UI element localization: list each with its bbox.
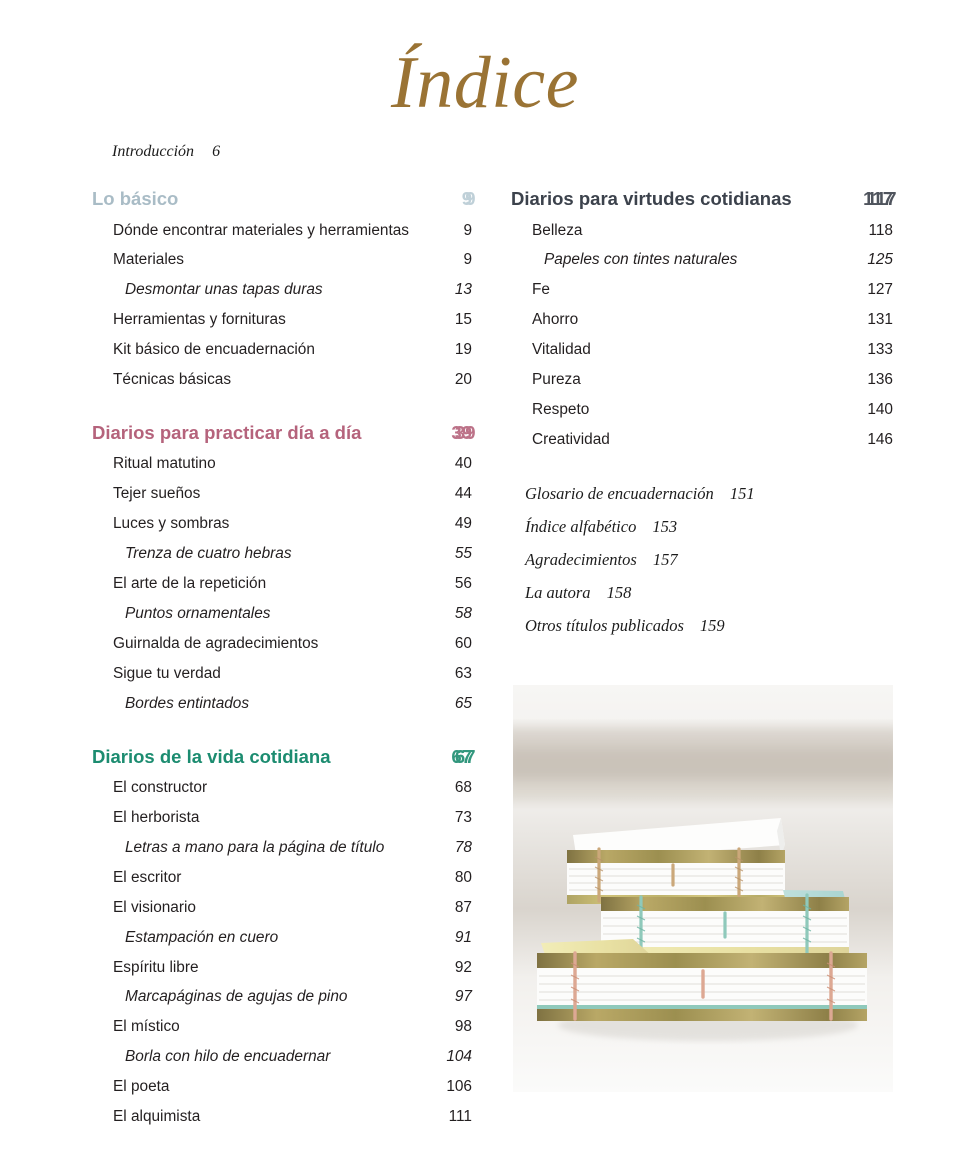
toc-entry[interactable] (92, 1079, 472, 1109)
toc-entry-page-number: 65 (454, 694, 472, 712)
toc-entry-page-number: 20 (454, 371, 472, 389)
backmatter-entry-page-number: 153 (652, 516, 678, 536)
toc-entry-title: Kit básico de encuadernación (113, 341, 315, 359)
toc-entry[interactable] (92, 636, 472, 666)
toc-entry-page-number: 58 (454, 604, 472, 622)
toc-entry-page-number: 104 (446, 1048, 472, 1066)
toc-right-column (511, 190, 893, 649)
backmatter-entry[interactable] (525, 616, 893, 649)
section-header-title: Diarios de la vida cotidiana (92, 745, 331, 767)
toc-entry-title: El arte de la repetición (113, 575, 267, 593)
toc-entry[interactable] (92, 870, 472, 900)
toc-entry-title: Vitalidad (532, 341, 591, 359)
toc-entry-page-number: 60 (454, 634, 472, 652)
toc-entry[interactable] (92, 960, 472, 990)
toc-entry-page-number: 9 (463, 251, 472, 269)
toc-entry-page-number: 49 (454, 515, 472, 533)
section-header[interactable] (92, 421, 472, 457)
backmatter-entry-page-number: 159 (699, 615, 725, 635)
toc-entry-page-number: 40 (454, 455, 472, 473)
toc-entry-title: Tejer sueños (113, 485, 201, 503)
toc-entry-title: El místico (113, 1018, 180, 1036)
toc-subentry[interactable] (92, 282, 472, 312)
backmatter-entry-title: Índice alfabético (525, 516, 637, 536)
toc-entry[interactable] (92, 486, 472, 516)
toc-entry[interactable] (511, 282, 893, 312)
backmatter-entry[interactable] (525, 517, 893, 550)
toc-entry-page-number: 78 (454, 838, 472, 856)
backmatter-entry-title: Otros títulos publicados (525, 615, 684, 635)
toc-entry-title: Materiales (113, 251, 184, 269)
toc-entry-page-number: 118 (868, 221, 893, 239)
toc-entry-title: Sigue tu verdad (113, 664, 221, 682)
toc-section (511, 190, 893, 462)
toc-entry[interactable] (92, 666, 472, 696)
toc-entry[interactable] (92, 456, 472, 486)
toc-entry-title: Técnicas básicas (113, 371, 232, 389)
backmatter-entry-page-number: 151 (729, 483, 755, 503)
toc-entry-title: Estampación en cuero (125, 928, 279, 946)
toc-subentry[interactable] (92, 930, 472, 960)
toc-entry[interactable] (92, 900, 472, 930)
backmatter-entry-title: Glosario de encuadernación (525, 483, 714, 503)
toc-entry-title: Bordes entintados (125, 694, 250, 712)
toc-entry[interactable] (511, 432, 893, 462)
toc-entry[interactable] (92, 1019, 472, 1049)
toc-section (92, 745, 472, 1139)
toc-entry[interactable] (92, 780, 472, 810)
toc-entry[interactable] (92, 810, 472, 840)
toc-entry-title: Desmontar unas tapas duras (125, 281, 323, 299)
toc-entry[interactable] (511, 402, 893, 432)
toc-entry-page-number: 63 (454, 664, 472, 682)
toc-entry-page-number: 140 (867, 400, 893, 418)
toc-section (92, 421, 472, 726)
page-title: Índice (391, 42, 579, 124)
toc-entry-page-number: 80 (454, 868, 472, 886)
toc-entry-title: Papeles con tintes naturales (544, 251, 738, 269)
toc-entry-page-number: 97 (454, 988, 472, 1006)
toc-entry[interactable] (511, 342, 893, 372)
section-header-page-number: 9 (461, 188, 472, 209)
toc-subentry[interactable] (92, 696, 472, 726)
toc-entry-page-number: 9 (463, 221, 472, 239)
toc-entry-page-number: 68 (454, 779, 472, 797)
toc-left-column (92, 190, 472, 1161)
toc-entry-page-number: 92 (454, 958, 472, 976)
toc-entry-page-number: 87 (454, 898, 472, 916)
toc-entry-title: Respeto (532, 400, 590, 418)
toc-entry-title: Espíritu libre (113, 958, 199, 976)
backmatter-entry-page-number: 158 (606, 582, 632, 602)
toc-entry-title: Guirnalda de agradecimientos (113, 634, 319, 652)
toc-entry-page-number: 44 (454, 485, 472, 503)
toc-entry-page-number: 55 (454, 545, 472, 563)
backmatter-entry-page-number: 157 (652, 549, 678, 569)
section-header-title: Diarios para practicar día a día (92, 421, 362, 443)
toc-entry-page-number: 15 (454, 311, 472, 329)
toc-entry[interactable] (92, 252, 472, 282)
backmatter-entry[interactable] (525, 550, 893, 583)
toc-entry-title: Belleza (532, 221, 583, 239)
toc-section (92, 190, 472, 402)
toc-entry[interactable] (92, 342, 472, 372)
toc-entry-title: Fe (532, 281, 550, 299)
toc-entry[interactable] (92, 1109, 472, 1139)
toc-entry-title: Puntos ornamentales (125, 604, 271, 622)
toc-entry-title: El constructor (113, 779, 208, 797)
backmatter-list (511, 484, 893, 649)
toc-entry[interactable] (92, 576, 472, 606)
toc-entry-title: Dónde encontrar materiales y herramientas (113, 221, 409, 239)
toc-entry-page-number: 146 (867, 430, 893, 448)
toc-entry-title: El poeta (113, 1078, 170, 1096)
section-header[interactable] (511, 190, 893, 223)
journals-photo (513, 685, 893, 1092)
backmatter-entry-title: La autora (525, 582, 591, 602)
toc-entry[interactable] (511, 312, 893, 342)
toc-entry[interactable] (511, 372, 893, 402)
toc-entry-title: Ritual matutino (113, 455, 216, 473)
toc-entry-title: Herramientas y fornituras (113, 311, 286, 329)
toc-entry-title: Luces y sombras (113, 515, 230, 533)
toc-entry[interactable] (92, 372, 472, 402)
intro-page-number: 6 (212, 143, 221, 160)
section-header-title: Diarios para virtudes cotidianas (511, 188, 792, 209)
toc-entry-title: Letras a mano para la página de título (125, 838, 385, 856)
toc-subentry[interactable] (92, 1049, 472, 1079)
toc-entry[interactable] (92, 312, 472, 342)
toc-entry-page-number: 73 (454, 809, 472, 826)
toc-entry[interactable] (511, 223, 893, 253)
toc-entry-page-number: 133 (867, 341, 893, 359)
backmatter-entry-title: Agradecimientos (525, 549, 637, 569)
toc-entry-page-number: 91 (454, 928, 472, 946)
section-header-page-number: 39 (451, 421, 472, 443)
section-header-title: Lo básico (92, 188, 179, 209)
toc-entry-page-number: 136 (867, 371, 893, 389)
toc-entry-title: Borla con hilo de encuadernar (125, 1048, 331, 1066)
intro-label: Introducción (112, 143, 195, 160)
toc-subentry[interactable] (92, 546, 472, 576)
toc-entry-page-number: 131 (867, 311, 893, 329)
toc-entry-title: Marcapáginas de agujas de pino (125, 988, 348, 1006)
toc-entry-page-number: 56 (454, 575, 472, 593)
toc-entry[interactable] (92, 516, 472, 546)
toc-entry[interactable] (92, 223, 472, 253)
toc-entry-page-number: 111 (448, 1108, 472, 1126)
toc-entry-page-number: 125 (867, 251, 893, 269)
toc-entry-title: El herborista (113, 809, 200, 826)
toc-subentry[interactable] (92, 606, 472, 636)
section-header-page-number: 67 (451, 745, 472, 767)
journals-photo-illustration (513, 685, 893, 1092)
toc-entry-title: Trenza de cuatro hebras (125, 545, 292, 563)
toc-entry-title: El visionario (113, 898, 196, 916)
toc-entry-title: Pureza (532, 371, 581, 389)
toc-entry-title: El escritor (113, 868, 182, 886)
toc-entry-page-number: 13 (454, 281, 472, 299)
toc-entry-page-number: 127 (867, 281, 893, 299)
toc-entry-page-number: 106 (446, 1078, 472, 1096)
section-header[interactable] (92, 745, 472, 781)
toc-entry-title: Ahorro (532, 311, 579, 329)
intro-entry (112, 143, 220, 161)
toc-entry-page-number: 19 (454, 341, 472, 359)
toc-entry-title: El alquimista (113, 1108, 201, 1126)
toc-entry-title: Creatividad (532, 430, 610, 448)
toc-subentry[interactable] (92, 840, 472, 870)
toc-entry-page-number: 98 (454, 1018, 472, 1036)
section-header[interactable] (92, 190, 472, 223)
toc-subentry[interactable] (92, 989, 472, 1019)
section-header-page-number: 117 (863, 188, 893, 209)
backmatter-entry[interactable] (525, 484, 893, 517)
backmatter-entry[interactable] (525, 583, 893, 616)
toc-subentry[interactable] (511, 252, 893, 282)
